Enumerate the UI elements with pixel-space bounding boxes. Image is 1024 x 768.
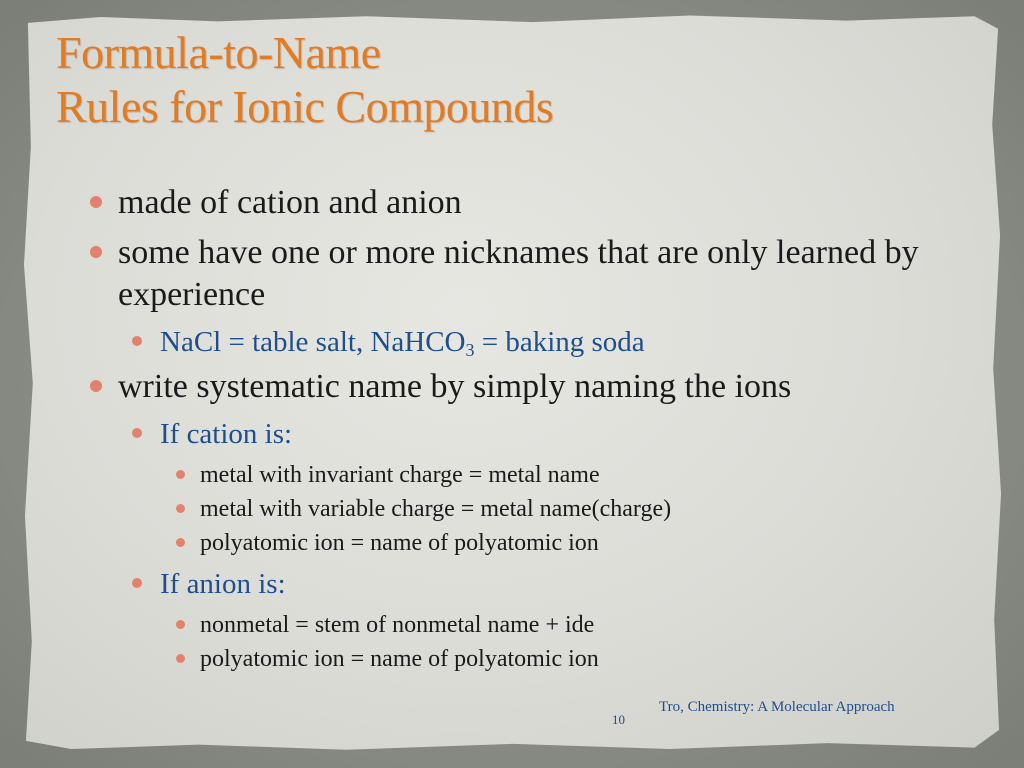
sub-sub-bullet-text: metal with invariant charge = metal name xyxy=(200,462,600,488)
bullet-item xyxy=(90,366,970,408)
bullet-dot-icon xyxy=(90,246,102,258)
sub-sub-bullet-text: polyatomic ion = name of polyatomic ion xyxy=(200,530,599,556)
bullet-text: write systematic name by simply naming the ions xyxy=(118,368,792,405)
footer-source: Tro, Chemistry: A Molecular Approach xyxy=(659,699,895,715)
bullet-dot-icon xyxy=(132,336,142,346)
bullet-item xyxy=(90,232,970,316)
bullet-dot-icon xyxy=(132,428,142,438)
sub-sub-bullet-item xyxy=(90,608,970,642)
bullet-dot-icon xyxy=(176,654,185,663)
sub-sub-bullet-item xyxy=(90,458,970,492)
sub-bullet-item xyxy=(90,324,970,360)
sub-bullet-item xyxy=(90,566,970,602)
title-line-1: Formula-to-Name xyxy=(56,27,381,78)
bullet-text: some have one or more nicknames that are only learned by experience xyxy=(118,234,919,313)
subscript: 3 xyxy=(465,340,475,361)
sub-sub-bullet-text: nonmetal = stem of nonmetal name + ide xyxy=(200,612,595,638)
bullet-dot-icon xyxy=(176,620,185,629)
slide-content xyxy=(90,182,970,676)
sub-sub-bullet-item xyxy=(90,642,970,676)
title-line-2: Rules for Ionic Compounds xyxy=(56,81,554,132)
bullet-item xyxy=(90,182,970,224)
sub-bullet-text: If anion is: xyxy=(160,568,286,600)
bullet-dot-icon xyxy=(90,380,102,392)
sub-bullet-text-part: = baking soda xyxy=(474,326,645,358)
sub-sub-bullet-text: polyatomic ion = name of polyatomic ion xyxy=(200,646,599,672)
sub-sub-bullet-item xyxy=(90,492,970,526)
slide-title xyxy=(56,26,956,134)
bullet-list xyxy=(90,182,970,676)
bullet-text: made of cation and anion xyxy=(118,184,462,221)
bullet-dot-icon xyxy=(176,538,185,547)
sub-bullet-text-part: NaCl = table salt, NaHCO xyxy=(160,326,466,358)
sub-bullet-text: If cation is: xyxy=(160,418,293,450)
sub-sub-bullet-item xyxy=(90,526,970,560)
sub-bullet-item xyxy=(90,416,970,452)
bullet-dot-icon xyxy=(90,196,102,208)
bullet-dot-icon xyxy=(132,578,142,588)
bullet-dot-icon xyxy=(176,470,185,479)
sub-bullet-text xyxy=(160,326,645,361)
sub-sub-bullet-text: metal with variable charge = metal name(charge) xyxy=(200,496,672,522)
bullet-dot-icon xyxy=(176,504,185,513)
slide-number: 10 xyxy=(612,712,625,727)
